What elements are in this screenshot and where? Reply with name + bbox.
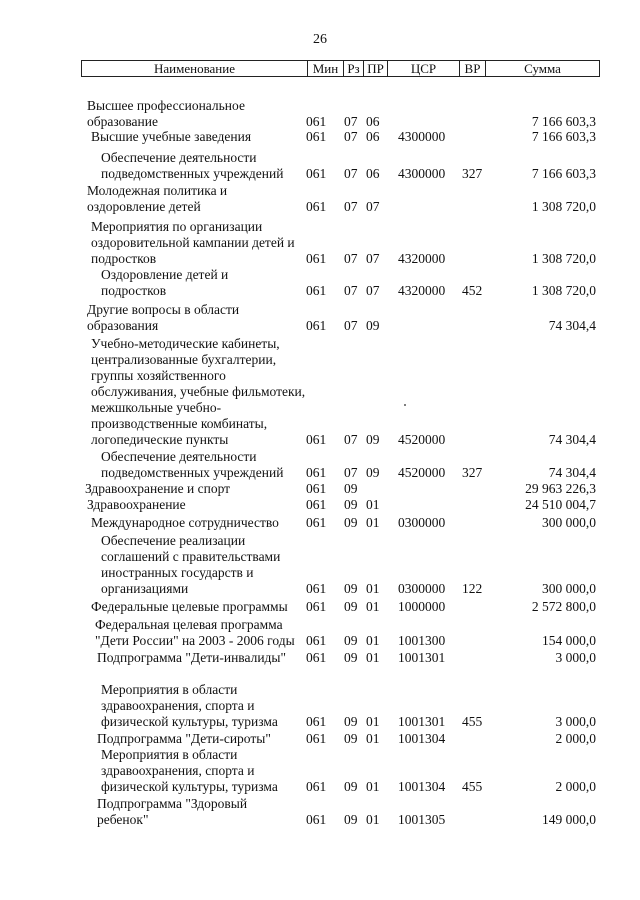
table-row (0, 533, 640, 597)
row-pr: 01 (366, 599, 380, 614)
row-rz: 09 (344, 481, 358, 496)
row-csr: 1001301 (398, 650, 446, 665)
table-row (0, 98, 640, 130)
row-name: Подпрограмма "Дети-инвалиды" (97, 650, 287, 665)
row-csr: 1001301 (398, 714, 446, 729)
header-csr: ЦСР (388, 61, 460, 76)
row-name: Федеральные целевые программы (91, 599, 288, 614)
row-sum: 24 510 004,7 (525, 497, 596, 512)
row-min: 061 (306, 318, 327, 333)
row-min: 061 (306, 599, 327, 614)
row-sum: 2 000,0 (555, 731, 596, 746)
table-row (0, 682, 640, 730)
row-min: 061 (306, 581, 327, 596)
row-csr: 0300000 (398, 515, 446, 530)
row-pr: 09 (366, 465, 380, 480)
table-row (0, 336, 640, 448)
row-vr: 455 (462, 779, 483, 794)
row-name: Оздоровление детей и подростков (101, 267, 229, 298)
row-vr: 327 (462, 465, 483, 480)
row-vr: 452 (462, 283, 483, 298)
row-min: 061 (306, 129, 327, 144)
table-row (0, 449, 640, 481)
row-min: 061 (306, 166, 327, 181)
row-name: Молодежная политика и оздоровление детей (87, 183, 228, 214)
row-pr: 06 (366, 114, 380, 129)
row-sum: 2 000,0 (555, 779, 596, 794)
scan-speck (404, 404, 406, 406)
row-sum: 300 000,0 (542, 581, 596, 596)
row-sum: 3 000,0 (555, 714, 596, 729)
row-sum: 1 308 720,0 (531, 251, 596, 266)
row-sum: 29 963 226,3 (525, 481, 596, 496)
row-csr: 4300000 (398, 129, 446, 144)
row-pr: 09 (366, 318, 380, 333)
row-name: Другие вопросы в области образования (87, 302, 240, 333)
row-pr: 01 (366, 650, 380, 665)
header-name: Наименование (82, 61, 308, 76)
row-rz: 07 (344, 465, 358, 480)
row-name: Высшее профессиональное образование (87, 98, 245, 129)
row-pr: 07 (366, 251, 380, 266)
row-pr: 01 (366, 515, 380, 530)
row-pr: 06 (366, 129, 380, 144)
table-row (0, 731, 640, 747)
row-rz: 09 (344, 779, 358, 794)
header-sum: Сумма (524, 61, 561, 76)
row-name: Международное сотрудничество (91, 515, 279, 530)
table-row (0, 650, 640, 666)
row-min: 061 (306, 481, 327, 496)
row-rz: 09 (344, 497, 358, 512)
table-header (81, 60, 600, 77)
row-sum: 74 304,4 (548, 318, 596, 333)
table-row (0, 747, 640, 795)
row-name: Учебно-методические кабинеты, централизованные бухгалтерии, группы хозяйственного обслуживания, учебные фильмотеки, межшкольные учебно- производственные комбинаты, логопедические пункты (91, 336, 306, 447)
row-pr: 01 (366, 497, 380, 512)
row-sum: 2 572 800,0 (531, 599, 596, 614)
row-csr: 0300000 (398, 581, 446, 596)
row-sum: 1 308 720,0 (531, 199, 596, 214)
table-row (0, 302, 640, 334)
table-row (0, 267, 640, 299)
row-pr: 01 (366, 779, 380, 794)
row-rz: 09 (344, 633, 358, 648)
row-min: 061 (306, 497, 327, 512)
row-sum: 74 304,4 (548, 432, 596, 447)
row-rz: 07 (344, 199, 358, 214)
row-sum: 154 000,0 (542, 633, 596, 648)
row-pr: 07 (366, 283, 380, 298)
row-sum: 7 166 603,3 (531, 129, 596, 144)
row-name: Обеспечение деятельности подведомственных учреждений (101, 449, 284, 480)
header-min: Мин (308, 61, 344, 76)
row-name: Мероприятия по организации оздоровительной кампании детей и подростков (91, 219, 295, 266)
row-min: 061 (306, 650, 327, 665)
row-vr: 122 (462, 581, 483, 596)
row-name: Мероприятия в области здравоохранения, спорта и физической культуры, туризма (101, 682, 278, 729)
row-min: 061 (306, 731, 327, 746)
row-csr: 1000000 (398, 599, 446, 614)
row-rz: 07 (344, 251, 358, 266)
row-pr: 09 (366, 432, 380, 447)
row-pr: 01 (366, 731, 380, 746)
row-sum: 74 304,4 (548, 465, 596, 480)
row-pr: 01 (366, 633, 380, 648)
row-min: 061 (306, 432, 327, 447)
row-sum: 300 000,0 (542, 515, 596, 530)
row-min: 061 (306, 633, 327, 648)
row-rz: 07 (344, 166, 358, 181)
row-rz: 07 (344, 114, 358, 129)
row-rz: 09 (344, 731, 358, 746)
table-row (0, 515, 640, 531)
row-csr: 1001305 (398, 812, 446, 827)
row-name: Высшие учебные заведения (91, 129, 252, 144)
row-csr: 4320000 (398, 251, 446, 266)
row-csr: 4520000 (398, 465, 446, 480)
header-vr: ВР (460, 61, 486, 76)
row-name: Мероприятия в области здравоохранения, спорта и физической культуры, туризма (101, 747, 278, 794)
table-row (0, 183, 640, 215)
row-pr: 01 (366, 581, 380, 596)
row-rz: 07 (344, 283, 358, 298)
row-min: 061 (306, 714, 327, 729)
row-min: 061 (306, 199, 327, 214)
row-rz: 09 (344, 515, 358, 530)
table-row (0, 617, 640, 649)
table-row (0, 150, 640, 182)
row-name: Подпрограмма "Здоровый ребенок" (97, 796, 248, 827)
row-rz: 09 (344, 599, 358, 614)
row-sum: 1 308 720,0 (531, 283, 596, 298)
table-row (0, 497, 640, 513)
row-rz: 07 (344, 432, 358, 447)
row-rz: 07 (344, 129, 358, 144)
row-min: 061 (306, 114, 327, 129)
header-rz: Рз (344, 61, 364, 76)
row-name: Подпрограмма "Дети-сироты" (97, 731, 271, 746)
row-csr: 1001300 (398, 633, 446, 648)
row-pr: 01 (366, 812, 380, 827)
header-pr: ПР (364, 61, 388, 76)
row-min: 061 (306, 779, 327, 794)
row-sum: 149 000,0 (542, 812, 596, 827)
row-name: Здравоохранение (87, 497, 186, 512)
row-pr: 07 (366, 199, 380, 214)
table-row (0, 481, 640, 497)
row-rz: 09 (344, 650, 358, 665)
row-name: Здравоохранение и спорт (85, 481, 231, 496)
row-sum: 7 166 603,3 (531, 114, 596, 129)
row-rz: 09 (344, 581, 358, 596)
row-vr: 327 (462, 166, 483, 181)
row-csr: 1001304 (398, 731, 446, 746)
row-name: Обеспечение реализации соглашений с правительствами иностранных государств и организациями (101, 533, 281, 596)
row-min: 061 (306, 465, 327, 480)
row-min: 061 (306, 515, 327, 530)
row-rz: 09 (344, 812, 358, 827)
row-rz: 09 (344, 714, 358, 729)
table-row (0, 129, 640, 145)
row-sum: 3 000,0 (555, 650, 596, 665)
row-csr: 1001304 (398, 779, 446, 794)
row-pr: 06 (366, 166, 380, 181)
table-row (0, 219, 640, 267)
row-csr: 4320000 (398, 283, 446, 298)
row-csr: 4300000 (398, 166, 446, 181)
table-row (0, 796, 640, 828)
row-pr: 01 (366, 714, 380, 729)
row-name: Обеспечение деятельности подведомственных учреждений (101, 150, 284, 181)
row-rz: 07 (344, 318, 358, 333)
row-min: 061 (306, 283, 327, 298)
row-sum: 7 166 603,3 (531, 166, 596, 181)
row-vr: 455 (462, 714, 483, 729)
row-csr: 4520000 (398, 432, 446, 447)
row-min: 061 (306, 251, 327, 266)
row-min: 061 (306, 812, 327, 827)
table-row (0, 599, 640, 615)
row-name: Федеральная целевая программа "Дети России" на 2003 - 2006 годы (95, 617, 295, 648)
page-number: 26 (313, 32, 327, 47)
